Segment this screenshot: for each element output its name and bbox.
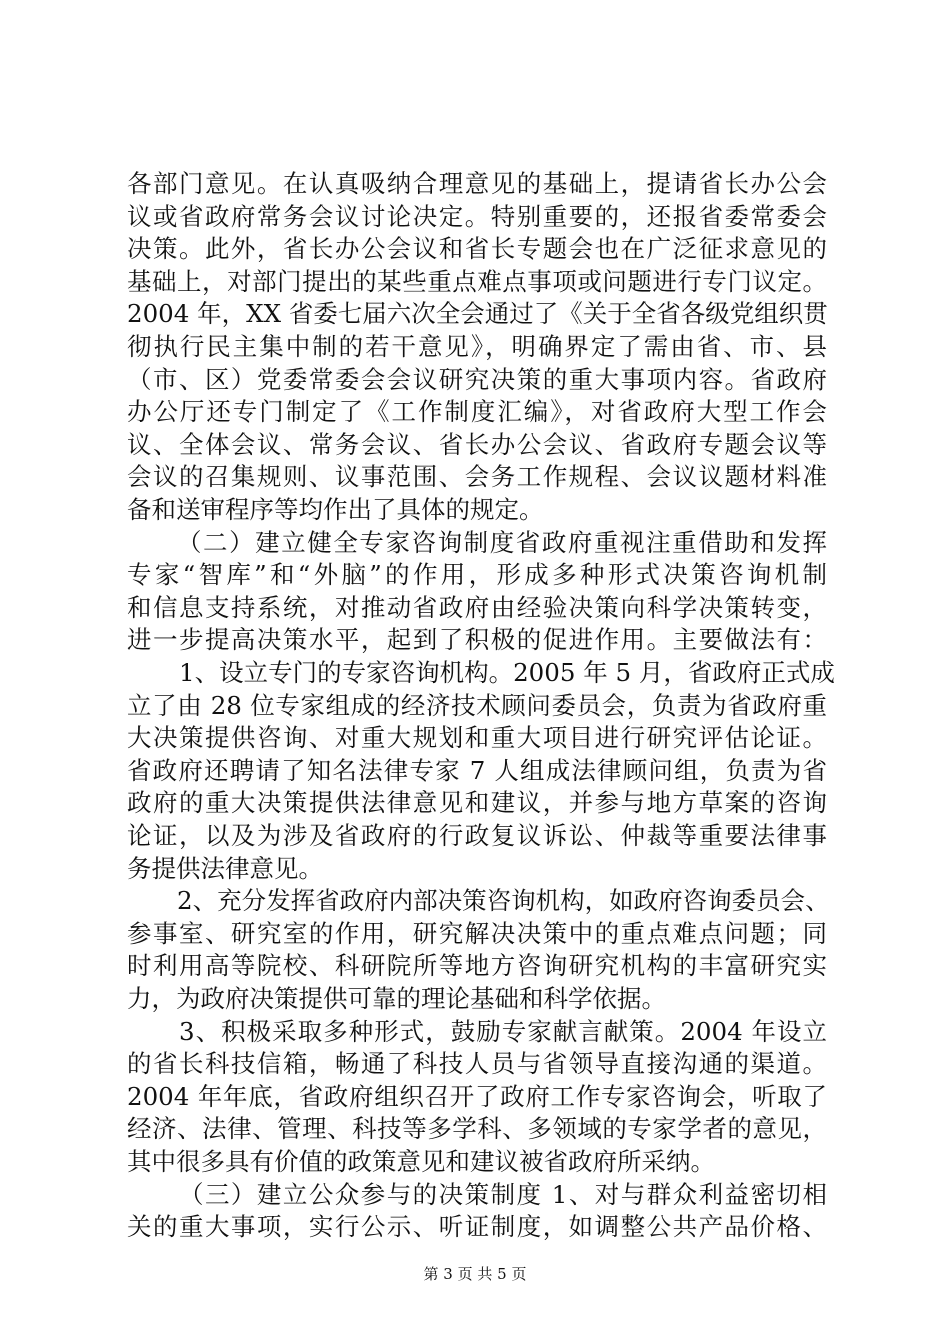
text-line: 的省长科技信箱，畅通了科技人员与省领导直接沟通的渠道。 [127,1049,827,1079]
text-line: 2004 年，XX 省委七届六次全会通过了《关于全省各级党组织贯 [127,299,828,329]
text-line: 政府的重大决策提供法律意见和建议，并参与地方草案的咨询 [127,788,827,818]
text-line: （二）建立健全专家咨询制度省政府重视注重借助和发挥 [177,527,827,557]
text-line: 进一步提高决策水平，起到了积极的促进作用。主要做法有： [127,625,827,655]
text-line: 论证，以及为涉及省政府的行政复议诉讼、仲裁等重要法律事 [127,821,827,850]
text-line: 3、积极采取多种形式，鼓励专家献言献策。2004 年设立 [179,1016,827,1046]
text-line: 2004 年年底，省政府组织召开了政府工作专家咨询会，听取了 [127,1081,827,1111]
text-line: 会议的召集规则、议事范围、会务工作规程、会议议题材料准 [127,462,827,492]
text-line: 1、设立专门的专家咨询机构。2005 年 5 月，省政府正式成 [179,658,835,687]
text-line: 议或省政府常务会议讨论决定。特别重要的，还报省委常委会 [127,201,827,231]
text-line: 各部门意见。在认真吸纳合理意见的基础上，提请省长办公会 [127,169,827,198]
text-line: 决策。此外，省长办公会议和省长专题会也在广泛征求意见的 [127,234,827,264]
text-line: 和信息支持系统，对推动省政府由经验决策向科学决策转变， [127,592,827,622]
text-line: 其中很多具有价值的政策意见和建议被省政府所采纳。 [127,1147,715,1176]
text-line: 2、充分发挥省政府内部决策咨询机构，如政府咨询委员会、 [177,886,830,916]
text-line: 关的重大事项，实行公示、听证制度，如调整公共产品价格、 [127,1212,827,1242]
text-line: （市、区）党委常委会会议研究决策的重大事项内容。省政府 [127,364,827,394]
text-line: 经济、法律、管理、科技等多学科、多领域的专家学者的意见， [127,1114,827,1144]
text-line: 备和送审程序等均作出了具体的规定。 [127,495,544,524]
text-line: 基础上，对部门提出的某些重点难点事项或问题进行专门议定。 [127,266,827,296]
text-line: 大决策提供咨询、对重大规划和重大项目进行研究评估论证。 [127,723,827,753]
text-line: 专家“智库”和“外脑”的作用，形成多种形式决策咨询机制 [127,560,827,590]
text-line: 办公厅还专门制定了《工作制度汇编》，对省政府大型工作会 [127,397,827,427]
text-line: 议、全体会议、常务会议、省长办公会议、省政府专题会议等 [127,429,827,459]
text-line: （三）建立公众参与的决策制度 1、对与群众利益密切相 [179,1179,827,1209]
text-line: 立了由 28 位专家组成的经济技术顾问委员会，负责为省政府重 [127,690,827,720]
page-footer: 第 3 页 共 5 页 [423,1265,527,1283]
text-line: 力，为政府决策提供可靠的理论基础和科学依据。 [127,984,666,1013]
text-line: 省政府还聘请了知名法律专家 7 人组成法律顾问组，负责为省 [127,755,827,785]
text-line: 彻执行民主集中制的若干意见》，明确界定了需由省、市、县 [127,332,827,361]
text-line: 时利用高等院校、科研院所等地方咨询研究机构的丰富研究实 [127,951,827,981]
text-line: 务提供法律意见。 [127,853,323,883]
text-line: 参事室、研究室的作用，研究解决决策中的重点难点问题；同 [127,918,827,948]
